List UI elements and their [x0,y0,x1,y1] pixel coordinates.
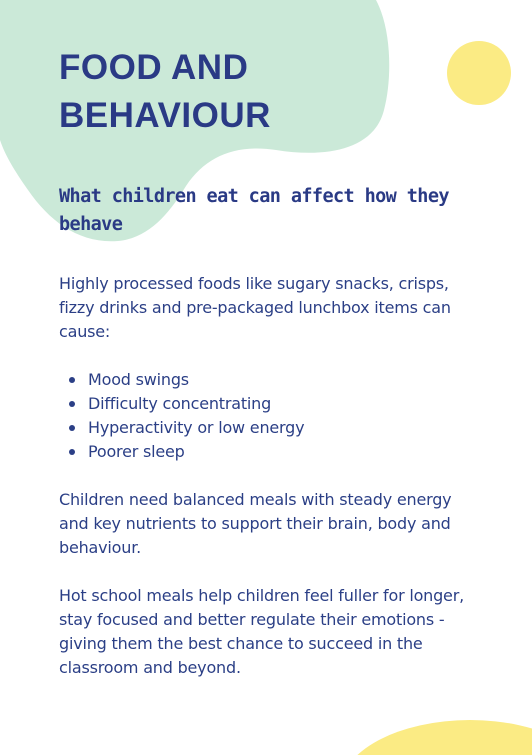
list-item: Poorer sleep [59,440,304,464]
list-item: Mood swings [59,368,304,392]
page-title [59,44,271,140]
title-line-1: FOOD AND [59,48,249,87]
subtitle: What children eat can affect how they behave [59,186,449,235]
intro-paragraph: Highly processed foods like sugary snacks, crisps, fizzy drinks and pre-packaged lunchbox items can cause: [59,274,451,341]
title-line-2: BEHAVIOUR [59,96,271,135]
effects-list [59,368,304,464]
list-item: Difficulty concentrating [59,392,304,416]
list-item: Hyperactivity or low energy [59,416,304,440]
balanced-meals-paragraph: Children need balanced meals with steady energy and key nutrients to support their brain, body and behaviour. [59,490,452,557]
school-meals-paragraph: Hot school meals help children feel fuller for longer, stay focused and better regulate their emotions - giving them the best chance to succeed in the classroom and beyond. [59,586,464,677]
